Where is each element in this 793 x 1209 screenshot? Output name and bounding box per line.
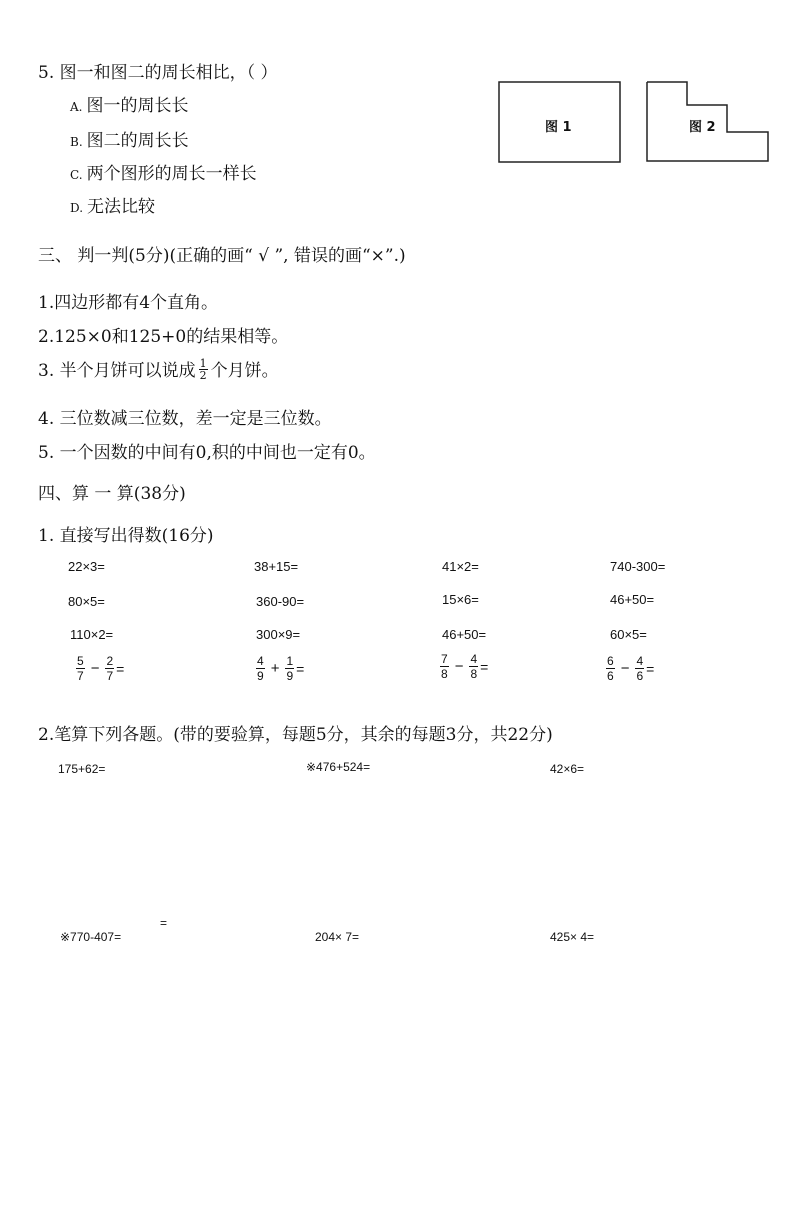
fraction: $\frac{2}{7}$ [106, 654, 114, 683]
section-4-sub1: 1. 直接写出得数(16分) [38, 526, 214, 546]
fraction: $\frac{1}{9}$ [286, 654, 294, 683]
equals-sign: = [480, 658, 489, 675]
written-calc: 42×6= [550, 762, 585, 776]
oral-calc: 110×2= [70, 627, 114, 642]
option-letter: B. [70, 135, 83, 149]
oral-calc: 15×6= [442, 592, 479, 607]
oral-calc: 46+50= [442, 627, 487, 642]
judge-item-3-suffix: 个月饼。 [210, 361, 279, 381]
judge-item-3 [38, 356, 279, 383]
q5-stem: 5. 图一和图二的周长相比，（ ） [38, 63, 278, 83]
fraction-numerator: 1 [199, 357, 207, 370]
judge-item-1: 1.四边形都有4个直角。 [38, 293, 219, 313]
half-fraction [199, 358, 208, 381]
stray-equals: = [160, 916, 168, 930]
section-4-title: 四、算 一 算(38分) [38, 484, 186, 504]
figure-2-label: 图 2 [689, 120, 716, 135]
judge-item-3-prefix: 3. 半个月饼可以说成 [38, 361, 196, 381]
fraction: $\frac{6}{6}$ [607, 654, 614, 683]
oral-calc: 38+15= [254, 559, 299, 574]
oral-calc: 300×9= [256, 627, 301, 642]
written-calc: ※476+524= [306, 760, 371, 774]
oral-calc: 360-90= [256, 594, 305, 609]
fraction-denominator: 2 [199, 369, 207, 382]
written-calc: ※770-407= [60, 930, 122, 944]
fraction-calc-3 [438, 653, 488, 680]
operator: − [454, 658, 464, 675]
oral-calc: 41×2= [442, 559, 479, 574]
operator: − [90, 660, 100, 677]
equals-sign: = [296, 660, 305, 677]
fraction: $\frac{4}{8}$ [470, 652, 478, 681]
written-calc: 175+62= [58, 762, 106, 776]
judge-item-2: 2.125×0和125+0的结果相等。 [38, 327, 289, 347]
oral-calc: 46+50= [610, 592, 655, 607]
judge-item-4: 4. 三位数减三位数，差一定是三位数。 [38, 409, 332, 429]
fraction: $\frac{5}{7}$ [77, 654, 84, 683]
option-letter: D. [70, 201, 84, 215]
figure-1-label: 图 1 [545, 120, 572, 135]
oral-calc: 80×5= [68, 594, 105, 609]
section-4-sub2: 2.笔算下列各题。(带的要验算，每题5分，其余的每题3分，共22分) [38, 725, 553, 745]
fraction: $\frac{4}{9}$ [257, 654, 264, 683]
judge-item-5: 5. 一个因数的中间有0,积的中间也一定有0。 [38, 443, 376, 463]
oral-calc: 22×3= [68, 559, 105, 574]
fraction-calc-4 [604, 655, 654, 682]
fraction-calc-2 [254, 655, 304, 682]
equals-sign: = [116, 660, 125, 677]
option-text: 无法比较 [87, 197, 156, 217]
option-text: 两个图形的周长一样长 [86, 164, 257, 184]
q5-option-c [70, 159, 257, 184]
fraction-calc-1 [74, 655, 124, 682]
option-text: 图一的周长长 [86, 96, 189, 116]
oral-calc: 60×5= [610, 627, 647, 642]
written-calc: 204× 7= [315, 930, 360, 944]
option-letter: A. [70, 100, 83, 114]
q5-option-d [70, 192, 155, 217]
section-3-title: 三、 判一判(5分)(正确的画“ √ ”, 错误的画“×”.) [38, 246, 406, 266]
q5-option-a [70, 91, 188, 116]
operator: − [620, 660, 630, 677]
option-letter: C. [70, 168, 83, 182]
fraction: $\frac{7}{8}$ [441, 652, 448, 681]
option-text: 图二的周长长 [86, 131, 189, 151]
fraction: $\frac{4}{6}$ [636, 654, 644, 683]
oral-calc: 740-300= [610, 559, 666, 574]
written-calc: 425× 4= [550, 930, 595, 944]
operator: + [270, 660, 280, 677]
q5-figures [490, 75, 780, 170]
equals-sign: = [646, 660, 655, 677]
q5-option-b [70, 126, 189, 151]
